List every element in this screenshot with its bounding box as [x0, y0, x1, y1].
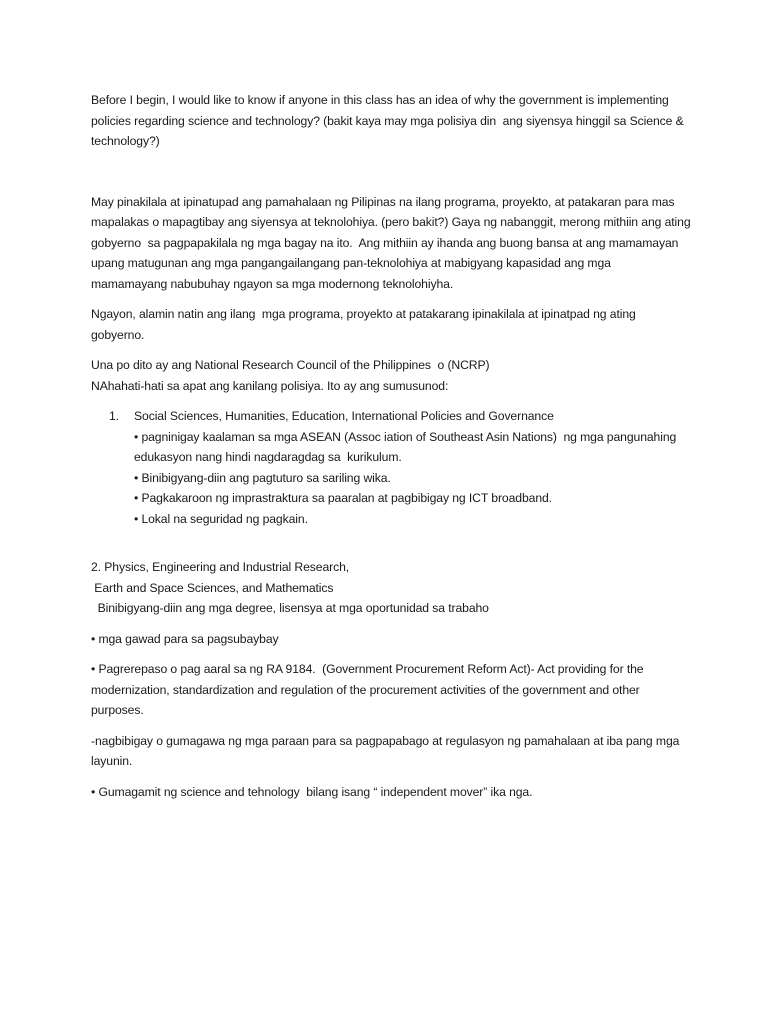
bullet-gawad: • mga gawad para sa pagsubaybay	[91, 631, 279, 646]
spacer	[91, 396, 691, 406]
intro-paragraph: Before I begin, I would like to know if anyone in this class has an idea of why the government is implementing policies regarding science and technology? (bakit kaya may mga polisiya din ang siyensya hinggil sa Science & technology?)	[91, 93, 687, 148]
bullet-item: • Pagkakaroon ng imprastraktura sa paaralan at pagbibigay ng ICT broadband.	[134, 491, 552, 505]
section-2-heading: 2. Physics, Engineering and Industrial Research,	[91, 560, 350, 574]
spacer	[91, 294, 691, 304]
paragraph-ncrp-line: Una po dito ay ang National Research Council of the Philippines o (NCRP)	[91, 358, 490, 372]
spacer	[91, 649, 691, 659]
numbered-list	[91, 406, 691, 529]
list-item-body	[134, 406, 691, 529]
list-number: 1.	[109, 409, 119, 423]
bullet-list	[134, 427, 691, 530]
list-item-1	[91, 406, 691, 529]
paragraph-policies-line: NAhahati-hati sa apat ang kanilang polisiya. Ito ay ang sumusunod:	[91, 378, 449, 393]
section-2-emphasis: Binibigyang-diin ang mga degree, lisensya at mga oportunidad sa trabaho	[91, 601, 489, 615]
bullet-item: • pagninigay kaalaman sa mga ASEAN (Assoc iation of Southeast Asin Nations) ng mga pangunahing edukasyon nang hindi nagdaragdag sa kurikulum.	[134, 429, 680, 464]
spacer	[91, 772, 691, 782]
spacer	[91, 721, 691, 731]
dash-paragraph: -nagbibigay o gumagawa ng mga paraan para sa pagpapabago at regulasyon ng pamahalaan at iba pang mga layunin.	[91, 733, 683, 768]
document-body	[91, 90, 694, 802]
bullet-independent-mover: • Gumagamit ng science and tehnology bilang isang “ independent mover” ika nga.	[91, 784, 533, 799]
spacer	[91, 619, 691, 629]
paragraph-programs: May pinakilala at ipinatupad ang pamahalaan ng Pilipinas na ilang programa, proyekto, at patakaran para mas mapalakas o mapagtibay ang siyensya at teknolohiya. (pero bakit?) Gaya ng nabanggit, merong mithiin ang ating gobyerno sa pagpapakilala ng mga bagay na ito. Ang mithiin ay ihanda ang buong bansa at ang mamamayan upang matugunan ang mga pangangailangang pan-teknolohiya at mabigyang kapasidad ang mga mamamayang nabubuhay ngayon sa mga modernong teknolohiyha.	[91, 194, 694, 291]
spacer	[91, 345, 691, 355]
section-2-subheading: Earth and Space Sciences, and Mathematics	[91, 580, 334, 595]
bullet-item: • Binibigyang-diin ang pagtuturo sa sariling wika.	[134, 470, 391, 485]
paragraph-ngayon: Ngayon, alamin natin ang ilang mga programa, proyekto at patakarang ipinakilala at ipinatpad ng ating gobyerno.	[91, 307, 639, 342]
spacer	[91, 529, 691, 557]
spacer	[91, 152, 691, 192]
bullet-ra-9184: • Pagrerepaso o pag aaral sa ng RA 9184. (Government Procurement Reform Act)- Act providing for the modernization, standardization and regulation of the procurement activities of the government and other purposes.	[91, 662, 647, 717]
bullet-item: • Lokal na seguridad ng pagkain.	[134, 511, 308, 526]
list-item-heading: Social Sciences, Humanities, Education, International Policies and Governance	[134, 409, 554, 423]
